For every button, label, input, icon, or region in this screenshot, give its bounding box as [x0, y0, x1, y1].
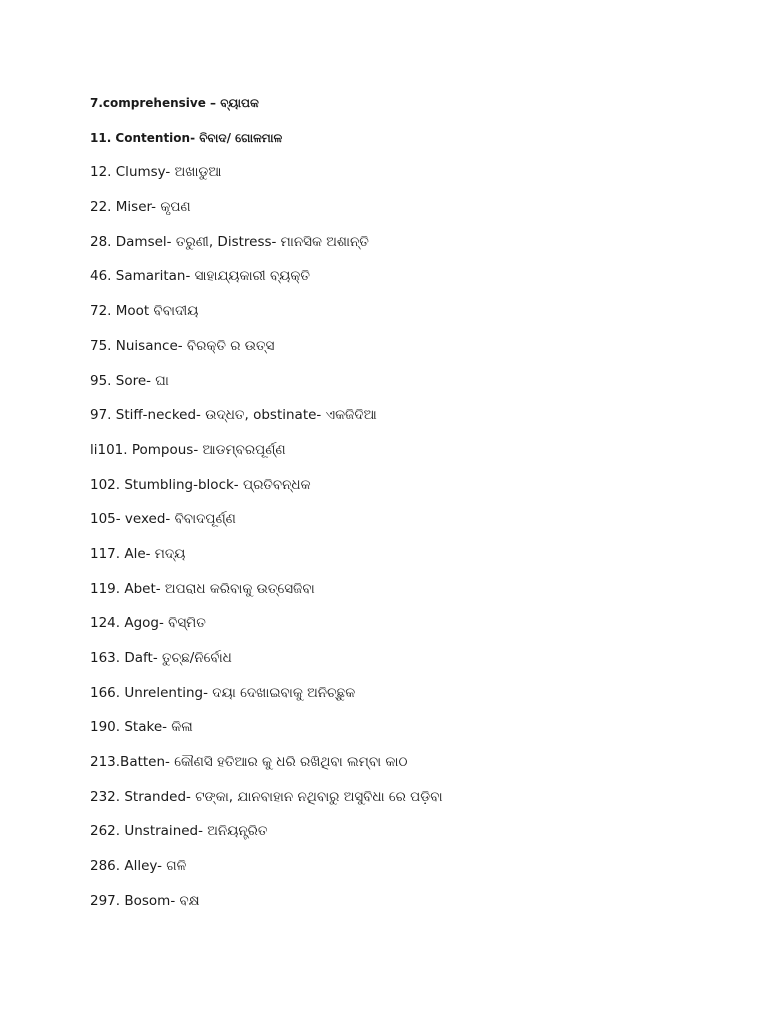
vocab-entry: 46. Samaritan- ସାହାଯ୍ୟକାରୀ ବ୍ୟକ୍ତି	[90, 268, 310, 285]
vocab-entry: 213.Batten- କୌଣସି ହତିଆର କୁ ଧରି ରଖିଥିବା ଲମ୍ବା କାଠ	[90, 754, 408, 771]
vocab-entry: 95. Sore- ଘା	[90, 372, 169, 389]
vocab-entry: li101. Pompous- ଆଡମ୍ବରପୂର୍ଣ୍ଣ	[90, 441, 286, 458]
vocab-entry: 102. Stumbling-block- ପ୍ରତିବନ୍ଧକ	[90, 476, 311, 493]
vocab-entry: 163. Daft- ତୁଚ୍ଛ/ନିର୍ବୋଧ	[90, 650, 232, 666]
vocab-entry: 117. Ale- ମଦ୍ୟ	[90, 545, 186, 562]
vocab-entry: 190. Stake- କିଳା	[90, 719, 193, 736]
vocab-entry: 166. Unrelenting- ଦୟା ଦେଖାଇବାକୁ ଅନିଚ୍ଛୁକ	[90, 684, 356, 701]
vocab-entry: 11. Contention- ବିବାଦ/ ଗୋଳମାଳ	[90, 130, 283, 145]
vocab-entry: 28. Damsel- ତରୁଣୀ, Distress- ମାନସିକ ଅଶାନ୍ତି	[90, 233, 369, 250]
vocab-entry: 75. Nuisance- ବିରକ୍ତି ର ଉତ୍ସ	[90, 337, 275, 354]
vocab-entry: 12. Clumsy- ଅଖାଡୁଆ	[90, 164, 222, 181]
vocab-entry: 297. Bosom- ବକ୍ଷ	[90, 892, 200, 909]
vocab-entry: 124. Agog- ବିସ୍ମିତ	[90, 615, 206, 632]
vocab-entry: 286. Alley- ଗଳି	[90, 858, 187, 875]
vocab-entry: 7.comprehensive – ବ୍ୟାପକ	[90, 96, 259, 110]
vocab-entry: 262. Unstrained- ଅନିୟନ୍ତ୍ରିତ	[90, 823, 268, 840]
vocab-entry: 97. Stiff-necked- ଉଦ୍ଧତ, obstinate- ଏକଜିଦିଆ	[90, 407, 377, 424]
vocab-entry: 22. Miser- କୃପଣ	[90, 199, 191, 216]
vocab-entry: 232. Stranded- ଟଙ୍କା, ଯାନବାହାନ ନଥିବାରୁ ଅସୁବିଧା ରେ ପଡ଼ିବା	[90, 788, 443, 805]
vocab-entry: 72. Moot ବିବାଦୀୟ	[90, 303, 199, 320]
vocabulary-list	[90, 92, 730, 925]
vocab-entry: 105- vexed- ବିବାଦପୂର୍ଣ୍ଣ	[90, 511, 236, 528]
vocab-entry: 119. Abet- ଅପରାଧ କରିବାକୁ ଉତ୍ସେଜିବା	[90, 580, 315, 597]
